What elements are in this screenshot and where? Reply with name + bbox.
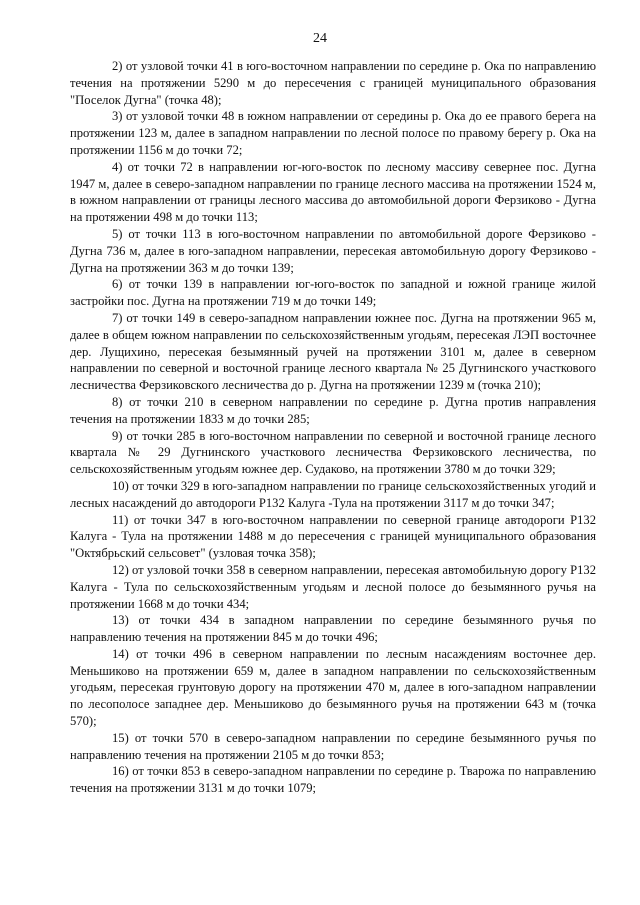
paragraph-item-10: 10) от точки 329 в юго-западном направлении по границе сельскохозяйственных угодий и лесных насаждений до автодороги Р132 Калуга -Тула на протяжении 3117 м до точки 347; — [70, 478, 596, 510]
paragraph-item-16: 16) от точки 853 в северо-западном направлении по середине р. Тварожа по направлению течения на протяжении 3131 м до точки 1079; — [70, 764, 596, 796]
paragraph-item-11: 11) от точки 347 в юго-восточном направлении по северной границе автодороги Р132 Калуга - Тула на протяжении 1488 м до пересечения с границей муниципального образования "Октябрьский сельсовет" (узловая точка 358); — [70, 512, 596, 561]
paragraph-item-9: 9) от точки 285 в юго-восточном направлении по северной и восточной границе лесного квартала № 29 Дугнинского участкового лесничества Ферзиковского лесничества, по сельскохозяйственным угодьям южнее дер. Судаково, на протяжении 3780 м до точки 329; — [70, 428, 596, 477]
paragraph-item-6: 6) от точки 139 в направлении юг-юго-восток по западной и южной границе жилой застройки пос. Дугна на протяжении 719 м до точки 149; — [70, 277, 596, 309]
document-body — [70, 58, 596, 797]
paragraph-item-2: 2) от узловой точки 41 в юго-восточном направлении по середине р. Ока по направлению течения на протяжении 5290 м до пересечения с границей муниципального образования "Поселок Дугна" (точка 48); — [70, 59, 596, 107]
paragraph-item-15: 15) от точки 570 в северо-западном направлении по середине безымянного ручья по направлению течения на протяжении 2105 м до точки 853; — [70, 730, 596, 762]
paragraph-item-13: 13) от точки 434 в западном направлении по середине безымянного ручья по направлению течения на протяжении 845 м до точки 496; — [70, 613, 596, 645]
paragraph-item-4: 4) от точки 72 в направлении юг-юго-восток по лесному массиву севернее пос. Дугна 1947 м, далее в северо-западном направлении по границе лесного массива на протяжении 1524 м, в южном направлении от границы лесного массива до автомобильной дороги Ферзиково - Дугна на протяжении 498 м до точки 113; — [70, 159, 596, 225]
paragraph-item-14: 14) от точки 496 в северном направлении по лесным насаждениям восточнее дер. Меньшиково на протяжении 659 м, далее в западном направлении по сельскохозяйственным угодьям, пересекая грунтовую дорогу на протяжении 470 м, далее в юго-западном направлении по лесополосе западнее дер. Меньшиково до безымянного ручья на протяжении 643 м (точка 570); — [70, 646, 596, 729]
paragraph-item-3: 3) от узловой точки 48 в южном направлении от середины р. Ока до ее правого берега на протяжении 123 м, далее в западном направлении по лесной полосе по правому берегу р. Ока на протяжении 1156 м до точки 72; — [70, 109, 596, 157]
paragraph-item-7: 7) от точки 149 в северо-западном направлении южнее пос. Дугна на протяжении 965 м, далее в общем южном направлении по сельскохозяйственным угодьям, пересекая ЛЭП восточнее дер. Лущихино, пересекая безымянный ручей на протяжении 3101 м, далее в северном направлении по северной и восточной границе лесного квартала № 25 Дугнинского участкового лесничества Ферзиковского лесничества до р. Дугна на протяжении 1239 м (точка 210); — [70, 310, 596, 393]
page-number: 24 — [313, 31, 327, 46]
paragraph-item-12: 12) от узловой точки 358 в северном направлении, пересекая автомобильную дорогу Р132 Калуга - Тула по сельскохозяйственным угодьям и лесной полосе до безымянного ручья на протяжении 1668 м до точки 434; — [70, 562, 596, 611]
paragraph-item-5: 5) от точки 113 в юго-восточном направлении по автомобильной дороге Ферзиково - Дугна 736 м, далее в юго-западном направлении, пересекая автомобильную дорогу Ферзиково - Дугна на протяжении 363 м до точки 139; — [70, 226, 596, 275]
paragraph-item-8: 8) от точки 210 в северном направлении по середине р. Дугна против направления течения на протяжении 1833 м до точки 285; — [70, 394, 596, 426]
